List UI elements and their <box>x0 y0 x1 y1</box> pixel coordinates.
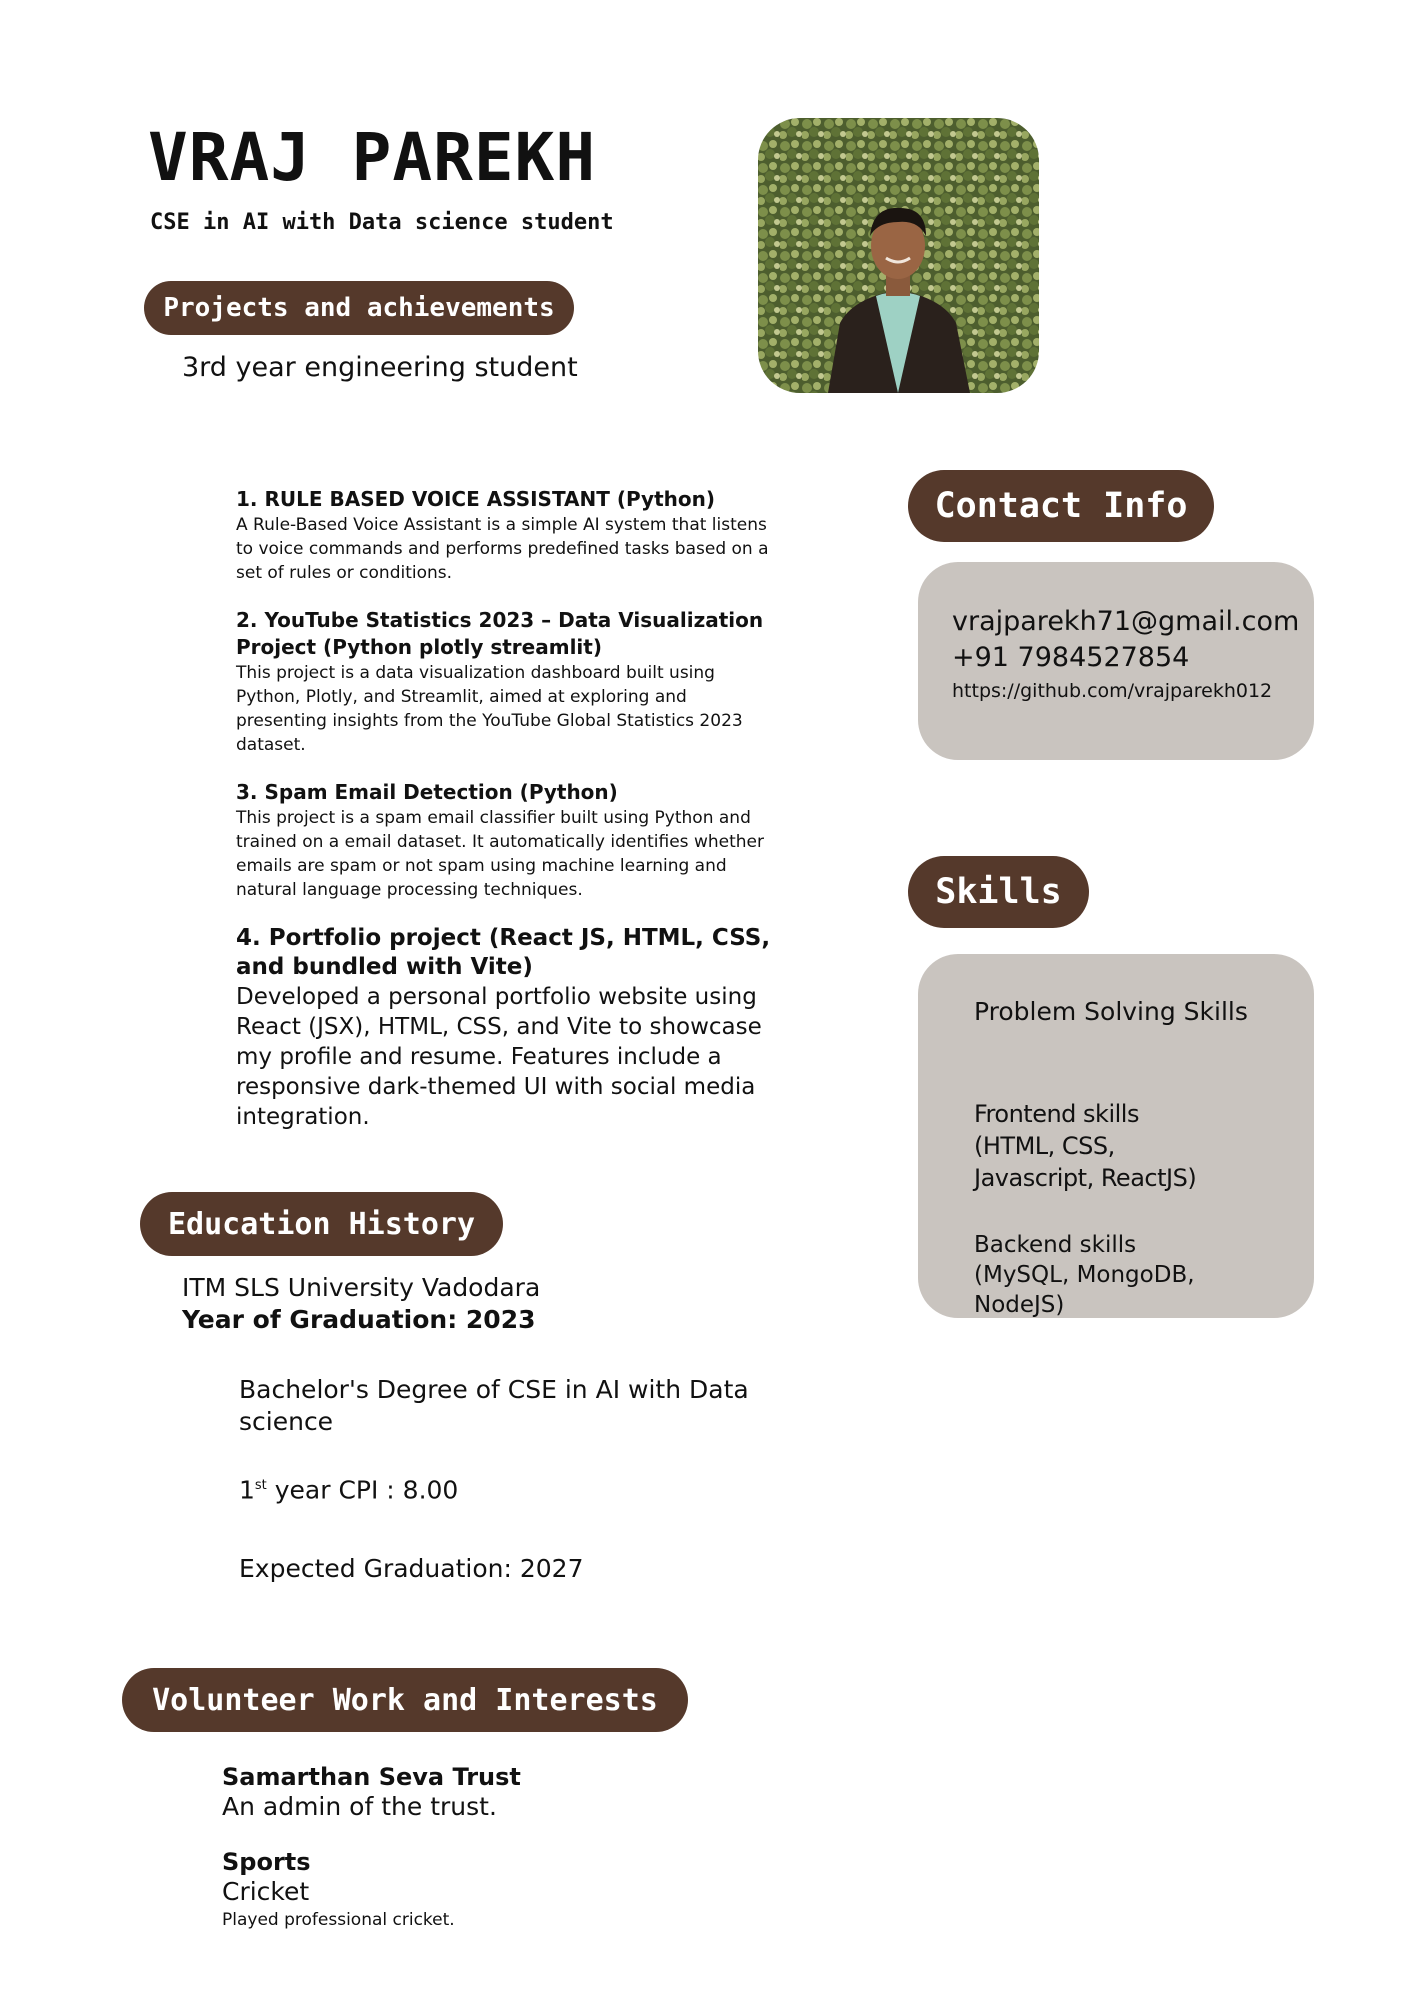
contact-heading-label: Contact Info <box>934 486 1188 526</box>
project-item <box>236 486 776 585</box>
volunteer-heading <box>122 1668 688 1732</box>
volunteer-heading-label: Volunteer Work and Interests <box>152 1682 658 1718</box>
cpi-value: year CPI : 8.00 <box>266 1475 459 1505</box>
skills-card <box>918 954 1314 1318</box>
tagline: CSE in AI with Data science student <box>150 210 614 235</box>
cpi-superscript: st <box>254 1478 267 1493</box>
projects-subtitle: 3rd year engineering student <box>182 352 578 383</box>
skill-item: Frontend skills (HTML, CSS, Javascript, ReactJS) <box>974 1100 1197 1192</box>
education-degree: Bachelor's Degree of CSE in AI with Data science <box>239 1375 749 1436</box>
profile-photo <box>758 118 1039 393</box>
skill-item: Backend skills (MySQL, MongoDB, NodeJS) <box>974 1232 1195 1318</box>
project-item <box>236 779 776 902</box>
sports-label: Sports <box>222 1848 311 1876</box>
contact-github[interactable]: https://github.com/vrajparekh012 <box>952 680 1273 702</box>
volunteer-role: An admin of the trust. <box>222 1792 497 1821</box>
education-institution: ITM SLS University Vadodara <box>182 1273 541 1302</box>
projects-heading-label: Projects and achievements <box>163 293 555 323</box>
project-title: 2. YouTube Statistics 2023 – Data Visualization Project (Python plotly streamlit) <box>236 608 764 659</box>
project-item <box>236 607 776 757</box>
education-graduation-year: Year of Graduation: 2023 <box>182 1305 536 1334</box>
contact-heading <box>908 470 1214 542</box>
skills-heading <box>908 856 1089 928</box>
project-description: Developed a personal portfolio website using React (JSX), HTML, CSS, and Vite to showcase my profile and resume. Features include a responsive dark-themed UI with social media integration. <box>236 984 762 1130</box>
skill-item: Problem Solving Skills <box>974 997 1248 1026</box>
volunteer-org: Samarthan Seva Trust <box>222 1763 521 1791</box>
skills-heading-label: Skills <box>935 872 1062 912</box>
projects-heading <box>144 281 574 335</box>
project-description: A Rule-Based Voice Assistant is a simple AI system that listens to voice commands and performs predefined tasks based on a set of rules or conditions. <box>236 515 769 583</box>
sport-note: Played professional cricket. <box>222 1910 455 1930</box>
project-title: 3. Spam Email Detection (Python) <box>236 780 618 804</box>
project-description: This project is a spam email classifier built using Python and trained on a email dataset. It automatically identifies whether emails are spam or not spam using machine learning and natural language processing techniques. <box>236 808 764 900</box>
project-item <box>236 924 776 1132</box>
contact-email[interactable]: vrajparekh71@gmail.com <box>952 606 1300 637</box>
education-heading-label: Education History <box>167 1206 476 1242</box>
project-title: 4. Portfolio project (React JS, HTML, CSS, and bundled with Vite) <box>236 925 771 980</box>
sport-name: Cricket <box>222 1877 310 1906</box>
cpi-prefix: 1 <box>239 1475 255 1505</box>
name-heading: VRAJ PAREKH <box>148 119 597 196</box>
contact-phone[interactable]: +91 7984527854 <box>952 642 1190 673</box>
education-expected: Expected Graduation: 2027 <box>239 1554 584 1583</box>
project-title: 1. RULE BASED VOICE ASSISTANT (Python) <box>236 487 715 511</box>
education-heading <box>140 1192 503 1256</box>
project-list <box>236 486 776 1132</box>
project-description: This project is a data visualization dashboard built using Python, Plotly, and Streamlit, aimed at exploring and presenting insights from the YouTube Global Statistics 2023 dataset. <box>236 663 743 755</box>
contact-card <box>918 562 1314 760</box>
education-cpi <box>239 1470 458 1506</box>
